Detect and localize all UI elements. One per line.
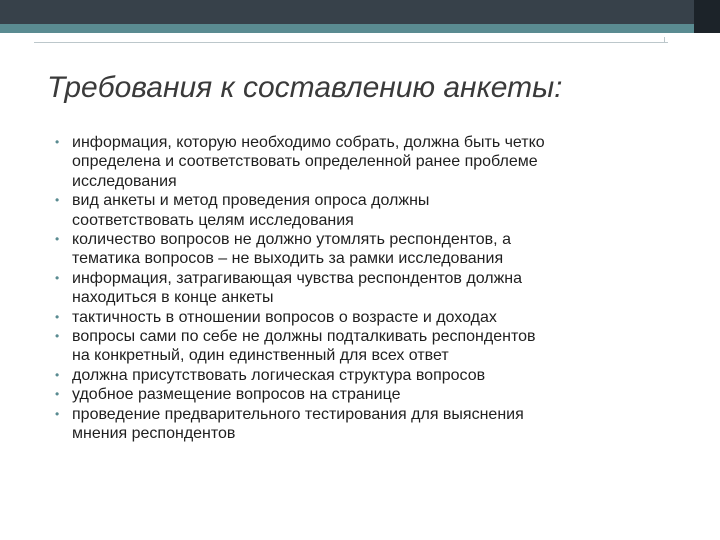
list-item-text: вид анкеты и метод проведения опроса должны [72,192,430,210]
list-item [55,269,695,308]
bullet-icon: • [55,270,60,285]
bullet-icon: • [55,232,60,247]
list-item [55,385,695,404]
list-item-text: информация, затрагивающая чувства респондентов должна [72,269,523,287]
list-item [55,327,695,366]
title-divider-line [34,42,668,43]
list-item-text: тематика вопросов – не выходить за рамки исследования [72,250,504,268]
header-accent-stripe [0,24,720,33]
header-corner-block [694,0,720,33]
list-item-text: тактичность в отношении вопросов о возрасте и доходах [72,308,497,326]
list-item [55,308,695,327]
header-bar [0,0,720,24]
bullet-icon: • [55,193,60,208]
bullet-icon: • [55,329,60,344]
bullet-icon: • [55,367,60,382]
list-item-text: удобное размещение вопросов на странице [72,386,401,404]
requirements-list [55,133,695,444]
list-item [55,230,695,269]
list-item [55,366,695,385]
bullet-icon: • [55,135,60,149]
bullet-icon: • [55,406,60,421]
list-item [55,133,695,191]
list-item-text: мнения респондентов [72,425,236,443]
list-item [55,405,695,444]
bullet-icon: • [55,387,60,402]
list-item-text: должна присутствовать логическая структура вопросов [72,366,486,384]
list-item-text: на конкретный, один единственный для всех ответ [72,347,449,365]
list-item-text: информация, которую необходимо собрать, должна быть четко [72,134,545,151]
list-item-text: находиться в конце анкеты [72,289,274,307]
list-item-text: определена и соответствовать определенной ранее проблеме [72,153,538,171]
list-item-text: проведение предварительного тестирования для выяснения [72,405,524,423]
bullet-icon: • [55,309,60,324]
list-item [55,191,695,230]
list-item-text: вопросы сами по себе не должны подталкивать респондентов [72,328,536,346]
list-item-text: исследования [72,172,177,190]
list-item-text: количество вопросов не должно утомлять респондентов, а [72,231,511,249]
title-divider-tick [664,37,665,43]
list-item-text: соответствовать целям исследования [72,211,354,229]
slide-title: Требования к составлению анкеты: [47,71,563,104]
